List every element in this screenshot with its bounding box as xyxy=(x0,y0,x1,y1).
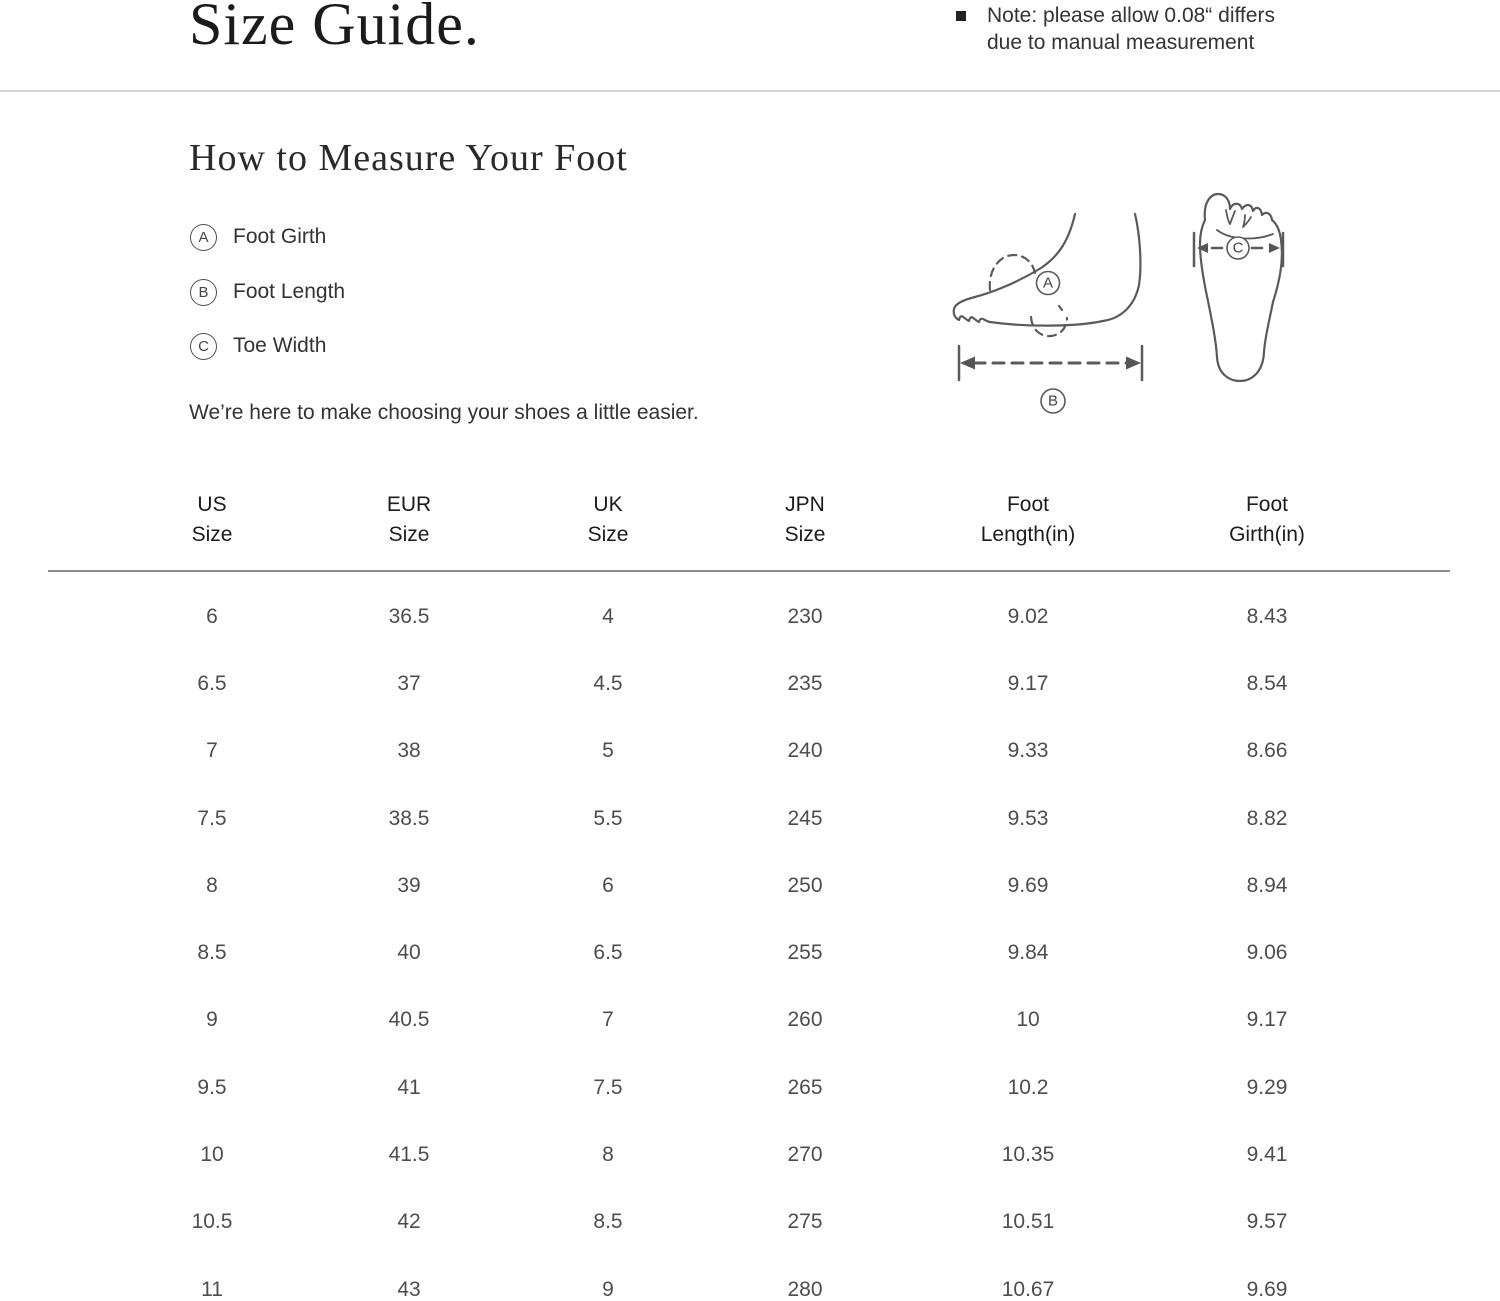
table-cell: 275 xyxy=(787,1210,823,1234)
table-cell: 36.5 xyxy=(388,604,430,628)
table-cell: 9.06 xyxy=(1246,941,1288,965)
table-cell: 5 xyxy=(602,739,614,763)
table-cell: 6.5 xyxy=(197,671,227,695)
legend-label: Foot Girth xyxy=(233,225,327,248)
foot-sole-view-diagram xyxy=(1185,190,1295,390)
table-cell: 10.2 xyxy=(1007,1075,1049,1099)
table-cell: 235 xyxy=(787,671,823,695)
table-cell: 8.94 xyxy=(1246,873,1288,897)
column-header-line: Foot xyxy=(1245,493,1289,516)
table-cell: 8.66 xyxy=(1246,739,1288,763)
column-header-line: UK xyxy=(593,493,623,516)
column-header-line: EUR xyxy=(386,493,432,516)
table-cell: 9.33 xyxy=(1007,739,1049,763)
table-cell: 9.53 xyxy=(1007,806,1049,830)
table-cell: 11 xyxy=(201,1277,223,1301)
table-cell: 9.69 xyxy=(1246,1277,1288,1301)
table-cell: 8.54 xyxy=(1246,671,1288,695)
table-cell: 41 xyxy=(397,1075,421,1099)
table-column xyxy=(102,490,322,1301)
table-cell: 37 xyxy=(397,671,421,695)
diagram-label-a: A xyxy=(1042,274,1054,292)
table-cell: 40.5 xyxy=(388,1008,430,1032)
table-cell: 9.17 xyxy=(1246,1008,1288,1032)
table-cell: 38 xyxy=(397,739,421,763)
column-header-line: Size xyxy=(191,523,233,546)
circled-letter-c-icon: C xyxy=(190,333,217,360)
table-cell: 41.5 xyxy=(388,1143,430,1167)
table-cell: 7 xyxy=(602,1008,614,1032)
table-cell: 10.51 xyxy=(1001,1210,1055,1234)
table-cell: 9 xyxy=(206,1008,218,1032)
diagram-label-c: C xyxy=(1232,239,1244,257)
table-cell: 8.5 xyxy=(197,941,227,965)
column-header-line: Size xyxy=(388,523,430,546)
table-cell: 40 xyxy=(397,941,421,965)
legend-label: Foot Length xyxy=(233,280,346,303)
table-cell: 9.57 xyxy=(1246,1210,1288,1234)
column-header-line: JPN xyxy=(785,493,825,516)
table-column xyxy=(498,490,718,1301)
legend-item-toe-width xyxy=(190,332,326,360)
table-header-rule xyxy=(48,570,1450,572)
section-heading: How to Measure Your Foot xyxy=(189,137,628,179)
square-bullet-icon xyxy=(956,11,966,21)
table-cell: 9.29 xyxy=(1246,1075,1288,1099)
table-column xyxy=(918,490,1138,1301)
table-cell: 7.5 xyxy=(593,1075,623,1099)
table-cell: 7 xyxy=(206,739,218,763)
circled-letter-a-icon: A xyxy=(190,224,217,251)
column-header-line: Length(in) xyxy=(980,523,1076,546)
table-cell: 10 xyxy=(200,1143,224,1167)
table-cell: 8 xyxy=(206,873,218,897)
table-cell: 9.5 xyxy=(197,1075,227,1099)
column-header-line: Foot xyxy=(1006,493,1050,516)
table-cell: 10.35 xyxy=(1001,1143,1055,1167)
circled-letter-b-icon: B xyxy=(190,279,217,306)
page-title: Size Guide. xyxy=(189,0,480,57)
table-cell: 43 xyxy=(397,1277,421,1301)
table-cell: 39 xyxy=(397,873,421,897)
note-line-2: due to manual measurement xyxy=(987,31,1255,54)
table-cell: 9.02 xyxy=(1007,604,1049,628)
table-cell: 265 xyxy=(787,1075,823,1099)
legend-item-foot-length xyxy=(190,278,345,306)
table-cell: 10.5 xyxy=(191,1210,233,1234)
table-cell: 240 xyxy=(787,739,823,763)
table-cell: 4.5 xyxy=(593,671,623,695)
table-cell: 4 xyxy=(602,604,614,628)
column-header-line: Size xyxy=(784,523,826,546)
table-cell: 250 xyxy=(787,873,823,897)
table-cell: 5.5 xyxy=(593,806,623,830)
diagram-label-b: B xyxy=(1047,392,1059,410)
foot-side-view-diagram xyxy=(945,190,1155,420)
note-text xyxy=(987,2,1275,56)
table-cell: 230 xyxy=(787,604,823,628)
table-cell: 7.5 xyxy=(197,806,227,830)
table-cell: 6.5 xyxy=(593,941,623,965)
top-divider xyxy=(0,90,1500,92)
table-cell: 6 xyxy=(206,604,218,628)
table-cell: 245 xyxy=(787,806,823,830)
legend-item-foot-girth xyxy=(190,223,326,251)
legend-label: Toe Width xyxy=(233,334,327,357)
table-cell: 260 xyxy=(787,1008,823,1032)
column-header-line: Size xyxy=(587,523,629,546)
table-cell: 42 xyxy=(397,1210,421,1234)
table-cell: 10.67 xyxy=(1001,1277,1055,1301)
table-cell: 38.5 xyxy=(388,806,430,830)
table-cell: 9.84 xyxy=(1007,941,1049,965)
tagline: We’re here to make choosing your shoes a little easier. xyxy=(189,401,699,424)
table-cell: 255 xyxy=(787,941,823,965)
column-header-line: US xyxy=(197,493,227,516)
note-line-1: Note: please allow 0.08“ differs xyxy=(987,4,1275,27)
table-cell: 270 xyxy=(787,1143,823,1167)
table-cell: 9 xyxy=(602,1277,614,1301)
table-cell: 9.69 xyxy=(1007,873,1049,897)
table-cell: 8.43 xyxy=(1246,604,1288,628)
table-cell: 8.5 xyxy=(593,1210,623,1234)
table-cell: 8.82 xyxy=(1246,806,1288,830)
table-column xyxy=(299,490,519,1301)
table-cell: 9.17 xyxy=(1007,671,1049,695)
measurement-note xyxy=(956,2,1275,56)
column-header-line: Girth(in) xyxy=(1229,523,1305,546)
table-cell: 6 xyxy=(602,873,614,897)
table-column xyxy=(1157,490,1377,1301)
table-cell: 10 xyxy=(1016,1008,1040,1032)
table-cell: 280 xyxy=(787,1277,823,1301)
table-cell: 9.41 xyxy=(1246,1143,1288,1167)
table-column xyxy=(695,490,915,1301)
table-cell: 8 xyxy=(602,1143,614,1167)
